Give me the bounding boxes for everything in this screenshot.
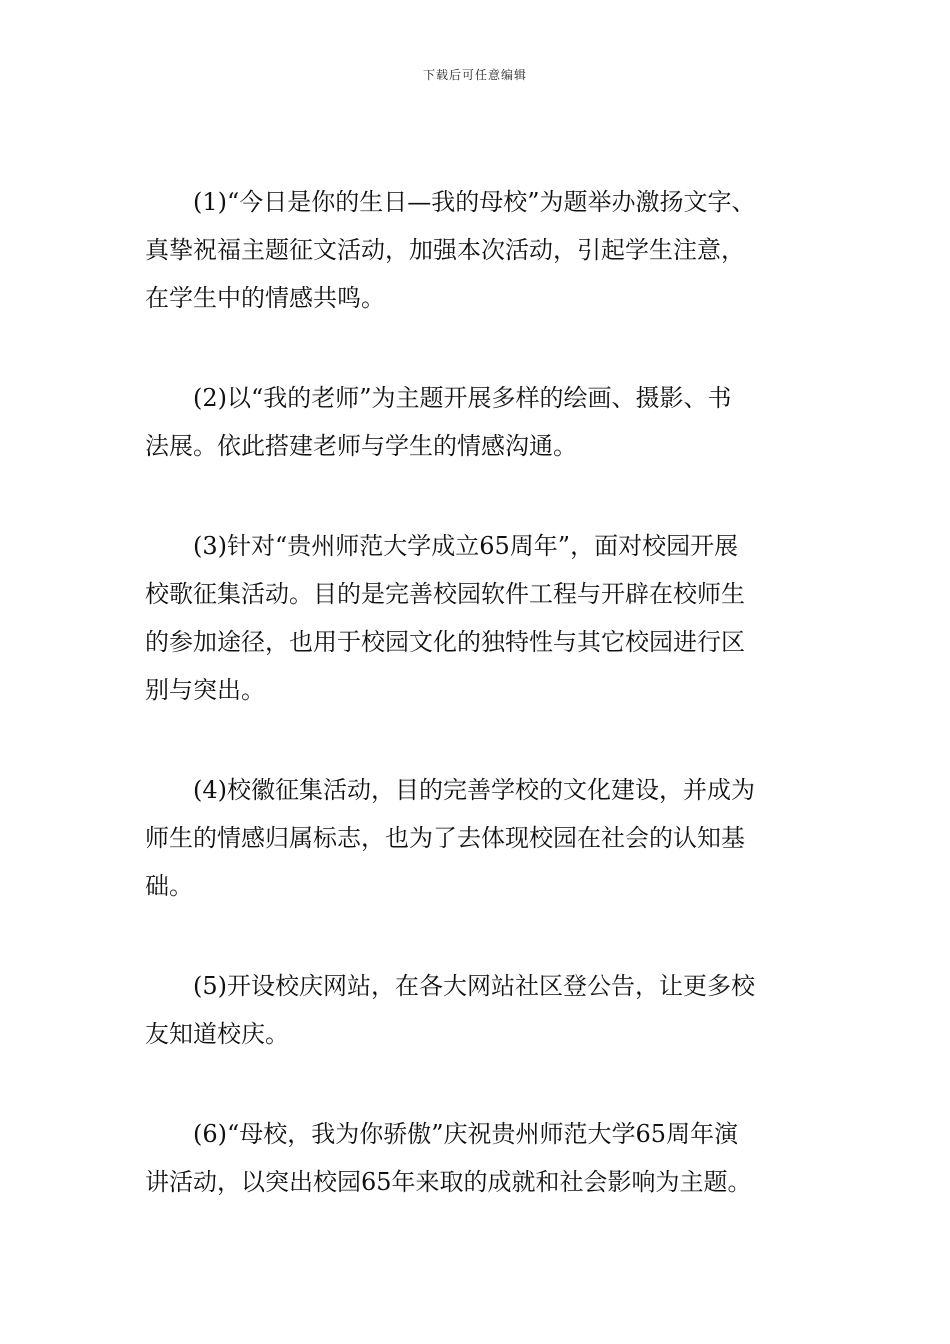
paragraph-line: 师生的情感归属标志，也为了去体现校园在社会的认知基 xyxy=(145,824,745,852)
paragraph-line: 础。 xyxy=(145,872,193,900)
paragraph-line: (4)校徽征集活动，目的完善学校的文化建设，并成为 xyxy=(193,776,755,804)
paragraph-line: 别与突出。 xyxy=(145,676,265,704)
paragraph-5 xyxy=(145,962,809,1058)
paragraph-6 xyxy=(145,1110,809,1206)
paragraph-1 xyxy=(145,178,809,322)
paragraph-line: (6)“母校，我为你骄傲”庆祝贵州师范大学65周年演 xyxy=(193,1120,739,1148)
document-body xyxy=(145,178,809,1258)
paragraph-4 xyxy=(145,766,809,910)
paragraph-line: 真挚祝福主题征文活动，加强本次活动，引起学生注意， xyxy=(145,236,745,264)
page-header: 下载后可任意编辑 xyxy=(422,68,527,82)
paragraph-line: 在学生中的情感共鸣。 xyxy=(145,284,385,312)
paragraph-2 xyxy=(145,374,809,470)
paragraph-3 xyxy=(145,522,809,714)
paragraph-line: (2)以“我的老师”为主题开展多样的绘画、摄影、书 xyxy=(193,384,732,412)
paragraph-line: 友知道校庆。 xyxy=(145,1020,289,1048)
paragraph-line: 校歌征集活动。目的是完善校园软件工程与开辟在校师生 xyxy=(145,580,745,608)
paragraph-line: (5)开设校庆网站，在各大网站社区登公告，让更多校 xyxy=(193,972,755,1000)
paragraph-line: (1)“今日是你的生日—我的母校”为题举办激扬文字、 xyxy=(193,188,756,216)
paragraph-line: 讲活动，以突出校园65年来取的成就和社会影响为主题。 xyxy=(145,1168,752,1196)
paragraph-line: 的参加途径，也用于校园文化的独特性与其它校园进行区 xyxy=(145,628,745,656)
paragraph-line: (3)针对“贵州师范大学成立65周年”，面对校园开展 xyxy=(193,532,739,560)
paragraph-line: 法展。依此搭建老师与学生的情感沟通。 xyxy=(145,432,577,460)
